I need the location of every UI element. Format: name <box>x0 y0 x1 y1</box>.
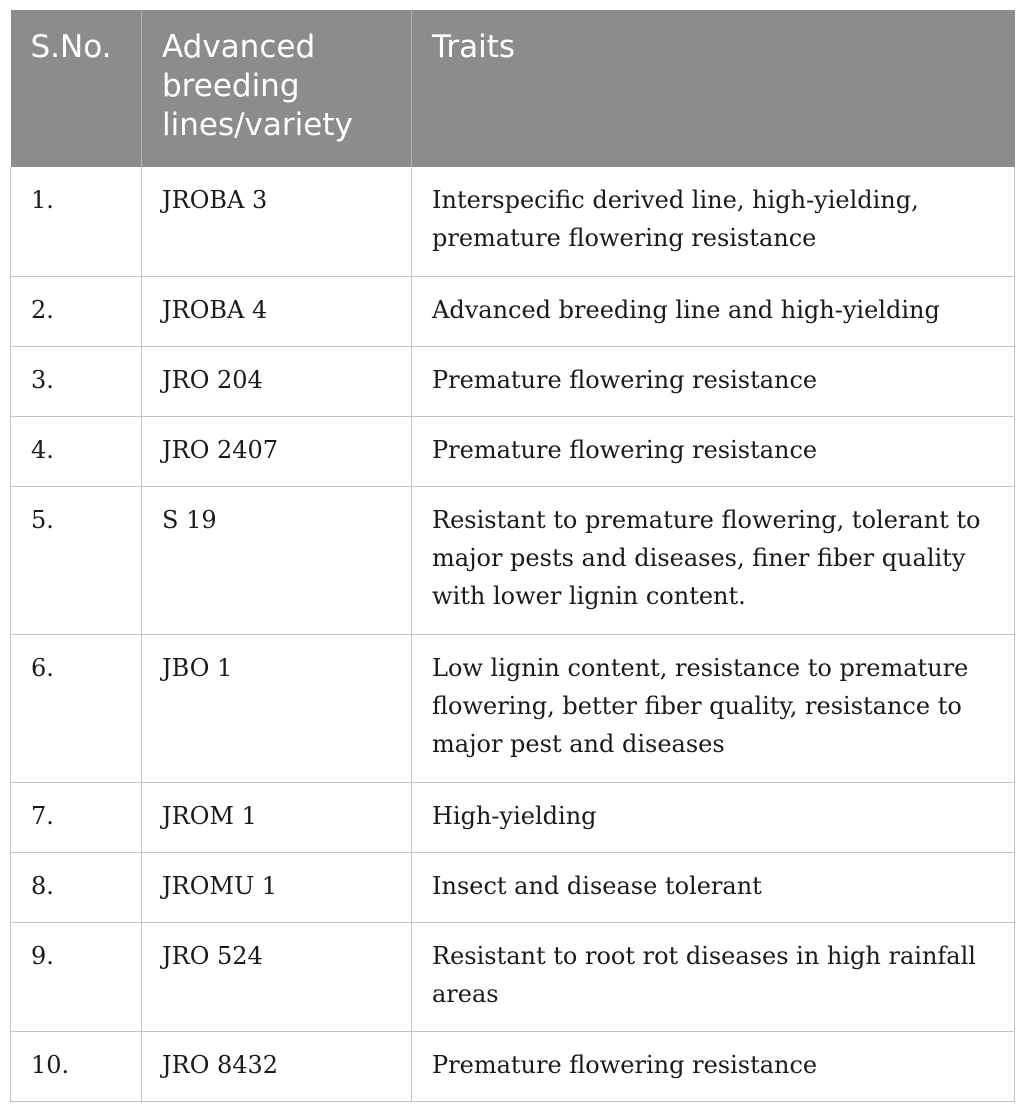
table-header <box>11 10 1015 167</box>
cell-sno: 2. <box>11 276 142 346</box>
cell-line: JRO 204 <box>142 346 412 416</box>
header-line: Advanced breeding lines/variety <box>142 10 412 167</box>
cell-sno: 6. <box>11 634 142 782</box>
table-row <box>11 346 1015 416</box>
cell-traits: Low lignin content, resistance to premature flowering, better fiber quality, resistance to major pest and diseases <box>412 634 1015 782</box>
cell-sno: 5. <box>11 486 142 634</box>
cell-line: JROBA 4 <box>142 276 412 346</box>
cell-line: JROM 1 <box>142 782 412 852</box>
table-row <box>11 782 1015 852</box>
cell-line: S 19 <box>142 486 412 634</box>
cell-traits: Premature flowering resistance <box>412 1031 1015 1101</box>
table-row <box>11 1031 1015 1101</box>
cell-sno: 8. <box>11 852 142 922</box>
cell-sno: 3. <box>11 346 142 416</box>
cell-traits: Advanced breeding line and high-yielding <box>412 276 1015 346</box>
cell-line: JROMU 1 <box>142 852 412 922</box>
cell-traits: Insect and disease tolerant <box>412 852 1015 922</box>
cell-sno: 7. <box>11 782 142 852</box>
cell-traits: Resistant to premature flowering, tolerant to major pests and diseases, finer fiber quality with lower lignin content. <box>412 486 1015 634</box>
table-row <box>11 922 1015 1031</box>
header-traits: Traits <box>412 10 1015 167</box>
table-row <box>11 852 1015 922</box>
cell-line: JROBA 3 <box>142 167 412 276</box>
cell-sno: 1. <box>11 167 142 276</box>
cell-line: JRO 8432 <box>142 1031 412 1101</box>
cell-line: JRO 524 <box>142 922 412 1031</box>
table-row <box>11 634 1015 782</box>
cell-traits: High-yielding <box>412 782 1015 852</box>
table-row <box>11 416 1015 486</box>
breeding-lines-table <box>10 10 1015 1102</box>
cell-traits: Premature flowering resistance <box>412 416 1015 486</box>
cell-sno: 9. <box>11 922 142 1031</box>
table-row <box>11 276 1015 346</box>
cell-traits: Interspecific derived line, high-yielding, premature flowering resistance <box>412 167 1015 276</box>
header-sno: S.No. <box>11 10 142 167</box>
cell-sno: 10. <box>11 1031 142 1101</box>
table-row <box>11 486 1015 634</box>
cell-sno: 4. <box>11 416 142 486</box>
table-body <box>11 167 1015 1101</box>
cell-traits: Premature flowering resistance <box>412 346 1015 416</box>
table-row <box>11 167 1015 276</box>
cell-traits: Resistant to root rot diseases in high rainfall areas <box>412 922 1015 1031</box>
header-row <box>11 10 1015 167</box>
cell-line: JRO 2407 <box>142 416 412 486</box>
cell-line: JBO 1 <box>142 634 412 782</box>
